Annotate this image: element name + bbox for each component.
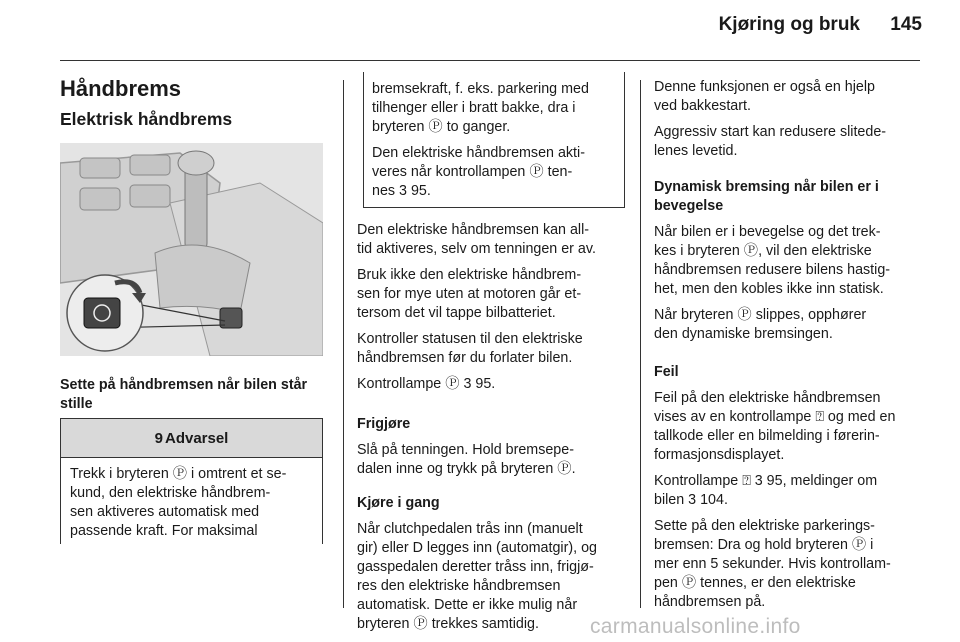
text-line: bremsen: Dra og hold bryteren Ⓟ i (654, 537, 874, 553)
text-line: håndbremsen redusere bilens hastig- (654, 262, 891, 278)
running-header: Kjøring og bruk (718, 14, 860, 35)
continuation-para-2 (372, 144, 616, 201)
figure-caption-block (60, 376, 325, 421)
spacer (357, 401, 632, 415)
text-line: res den elektriske håndbremsen (357, 578, 561, 594)
paragraph (654, 78, 929, 116)
text-line: Aggressiv start kan redusere slitede- (654, 124, 887, 140)
text-line: tid aktiveres, selv om tenningen er av. (357, 241, 596, 257)
paragraph (654, 223, 929, 299)
text-line: tilhenger eller i bratt bakke, dra i (372, 100, 576, 116)
text-line: Kontroller statusen til den elektriske (357, 331, 583, 347)
paragraph (357, 441, 632, 479)
text-line: bilen 3 104. (654, 492, 728, 508)
text-line: Når bilen er i bevegelse og det trek- (654, 224, 881, 240)
text-line: formasjonsdisplayet. (654, 447, 785, 463)
paragraph (654, 306, 929, 344)
text-line: sen for mye uten at motoren går et- (357, 286, 582, 302)
warning-header (61, 419, 322, 458)
paragraph (357, 266, 632, 323)
spacer (654, 168, 929, 178)
text-line: tersom det vil tappe bilbatteriet. (357, 305, 556, 321)
text-line: Feil på den elektriske håndbremsen (654, 390, 881, 406)
text-line: mer enn 5 sekunder. Hvis kontrollam- (654, 556, 891, 572)
text-line: gasspedalen deretter tråss inn, frigjø- (357, 559, 594, 575)
paragraph (654, 472, 929, 510)
text-line: Den elektriske håndbremsen kan all- (357, 222, 590, 238)
text-line: Slå på tenningen. Hold bremsepe- (357, 442, 574, 458)
paragraph (357, 221, 632, 259)
fault-heading: Feil (654, 364, 679, 380)
spacer (357, 486, 632, 494)
figure-caption: Sette på håndbremsen når bilen står stille (60, 377, 308, 412)
column-divider-1 (343, 80, 344, 608)
paragraph (654, 123, 929, 161)
parking-brake-illustration (60, 143, 323, 356)
warning-title: Advarsel (164, 429, 229, 447)
text-line: Dynamisk bremsing når bilen er i (654, 179, 879, 195)
text-line: Bruk ikke den elektriske håndbrem- (357, 267, 582, 283)
text-line: automatisk. Dette er ikke mulig når (357, 597, 578, 613)
text-line: nes 3 95. (372, 183, 431, 199)
text-line: gir) eller D legges inn (automatgir), og (357, 540, 597, 556)
continuation-para-1 (372, 80, 616, 137)
column-2 (357, 221, 632, 641)
page-number: 145 (890, 14, 922, 35)
text-line: lenes levetid. (654, 143, 738, 159)
drive-off-heading: Kjøre i gang (357, 495, 440, 511)
text-line: dalen inne og trykk på bryteren Ⓟ. (357, 461, 576, 477)
text-line: het, men den kobles ikke inn statisk. (654, 281, 884, 297)
text-line: bryteren Ⓟ trekkes samtidig. (357, 616, 539, 632)
text-line: håndbremsen på. (654, 594, 766, 610)
text-line: ved bakkestart. (654, 98, 751, 114)
watermark: carmanualsonline.info (590, 615, 801, 638)
column-3 (654, 78, 929, 619)
spacer (654, 351, 929, 363)
text-line: bevegelse (654, 198, 724, 214)
text-line: håndbremsen før du forlater bilen. (357, 350, 573, 366)
release-heading: Frigjøre (357, 416, 411, 432)
warning-body (61, 458, 322, 548)
text-line: bremsekraft, f. eks. parkering med (372, 81, 589, 97)
warning-box (60, 418, 323, 544)
text-line: Sette på den elektriske parkerings- (654, 518, 875, 534)
paragraph (654, 389, 929, 465)
warning-icon: 9 (154, 429, 163, 447)
text-line: vises av en kontrollampe ⍰ og med en (654, 409, 896, 425)
text-line: Kontrollampe ⍰ 3 95, meldinger om (654, 473, 878, 489)
warning-line: Trekk i bryteren Ⓟ i omtrent et se- (70, 466, 287, 482)
paragraph: Kontrollampe Ⓟ 3 95. (357, 376, 496, 392)
text-line: veres når kontrollampen Ⓟ ten- (372, 164, 573, 180)
text-line: bryteren Ⓟ to ganger. (372, 119, 511, 135)
text-line: Når clutchpedalen trås inn (manuelt (357, 521, 583, 537)
paragraph (357, 330, 632, 368)
column-divider-2 (640, 80, 641, 608)
text-line: tallkode eller en bilmelding i førerin- (654, 428, 880, 444)
subsection-heading: Elektrisk håndbrems (60, 109, 233, 129)
warning-line: sen aktiveres automatisk med (70, 504, 260, 520)
text-line: Når bryteren Ⓟ slippes, opphører (654, 307, 867, 323)
header-rule (60, 60, 920, 61)
column-1 (60, 76, 325, 130)
paragraph (654, 517, 929, 612)
text-line: Den elektriske håndbremsen akti- (372, 145, 585, 161)
text-line: den dynamiske bremsingen. (654, 326, 833, 342)
warning-continuation-box (363, 72, 625, 208)
dynamic-braking-heading (654, 178, 929, 216)
warning-line: passende kraft. For maksimal (70, 523, 258, 539)
section-heading: Håndbrems (60, 76, 182, 101)
text-line: pen Ⓟ tennes, er den elektriske (654, 575, 856, 591)
text-line: kes i bryteren Ⓟ, vil den elektriske (654, 243, 872, 259)
warning-line: kund, den elektriske håndbrem- (70, 485, 271, 501)
text-line: Denne funksjonen er også en hjelp (654, 79, 875, 95)
console-drawing (60, 143, 323, 356)
